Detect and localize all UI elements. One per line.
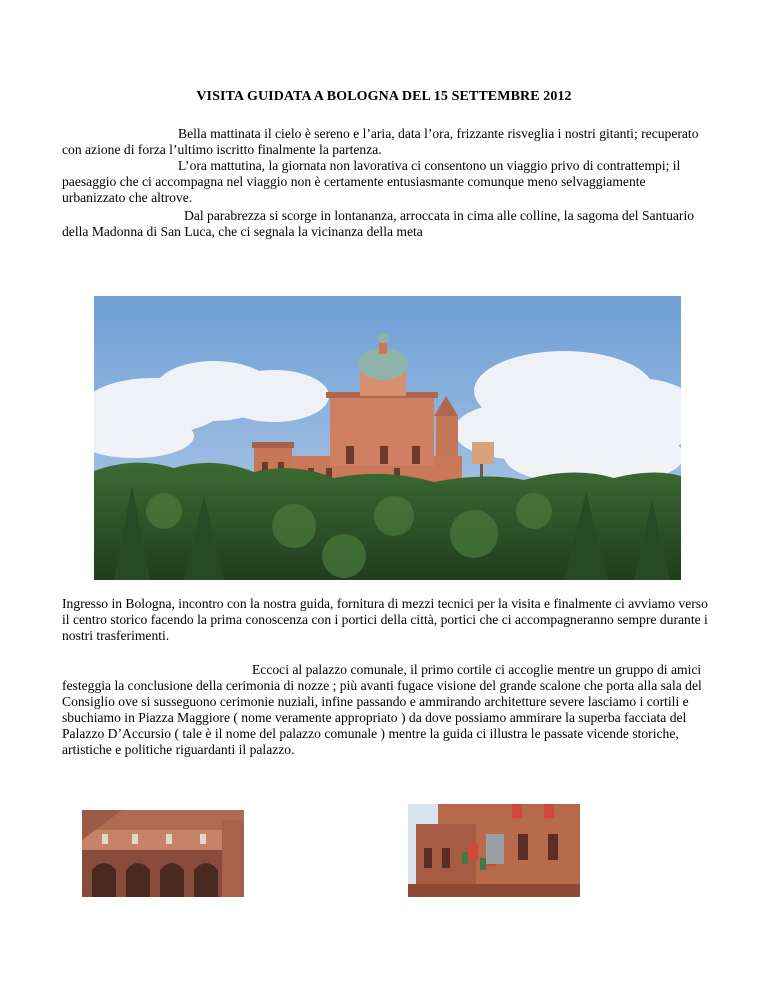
photo-santuario-san-luca [94, 296, 681, 580]
paragraph-4: Ingresso in Bologna, incontro con la nostra guida, fornitura di mezzi tecnici per la visita e finalmente ci avviamo verso il centro storico facendo la prima conoscenza con i portici della città, portici che ci accompagneranno sempre durante i nostri trasferimenti. [62, 596, 708, 643]
paragraph-5-text: Eccoci al palazzo comunale, il primo cortile ci accoglie mentre un gruppo di amici festeggia la conclusione della cerimonia di nozze ; più avanti fugace visione del grande scalone che porta alla sala del Consiglio ove si susseguono cerimonie nuziali, infine passando e ammirando architetture severe lasciamo i cortili e sbuchiamo in Piazza Maggiore ( nome veramente appropriato ) da dove possiamo ammirare la superba facciata del Palazzo D’Accursio ( tale è il nome del palazzo comunale ) mentre la guida ci illustra le passate vicende storiche, artistiche e politiche riguardanti il palazzo. [62, 662, 702, 757]
document-title: VISITA GUIDATA A BOLOGNA DEL 15 SETTEMBRE 2012 [196, 89, 572, 104]
photo-palazzo-daccursio [408, 804, 580, 897]
paragraph-5 [62, 662, 712, 758]
paragraph-2: L’ora mattutina, la giornata non lavorativa ci consentono un viaggio privo di contrattempi; il paesaggio che ci accompagna nel viaggio non è certamente entusiasmante comunque meno selvaggiamente urbanizzato che altrove. [62, 158, 681, 205]
paragraph-1: Bella mattinata il cielo è sereno e l’aria, data l’ora, frizzante risveglia i nostri gitanti; recuperato con azione di forza l’ultimo iscritto finalmente la partenza. [62, 126, 699, 157]
paragraph-3: Dal parabrezza si scorge in lontananza, arroccata in cima alle colline, la sagoma del Santuario della Madonna di San Luca, che ci segnala la vicinanza della meta [62, 208, 695, 239]
photo-courtyard [82, 810, 244, 897]
